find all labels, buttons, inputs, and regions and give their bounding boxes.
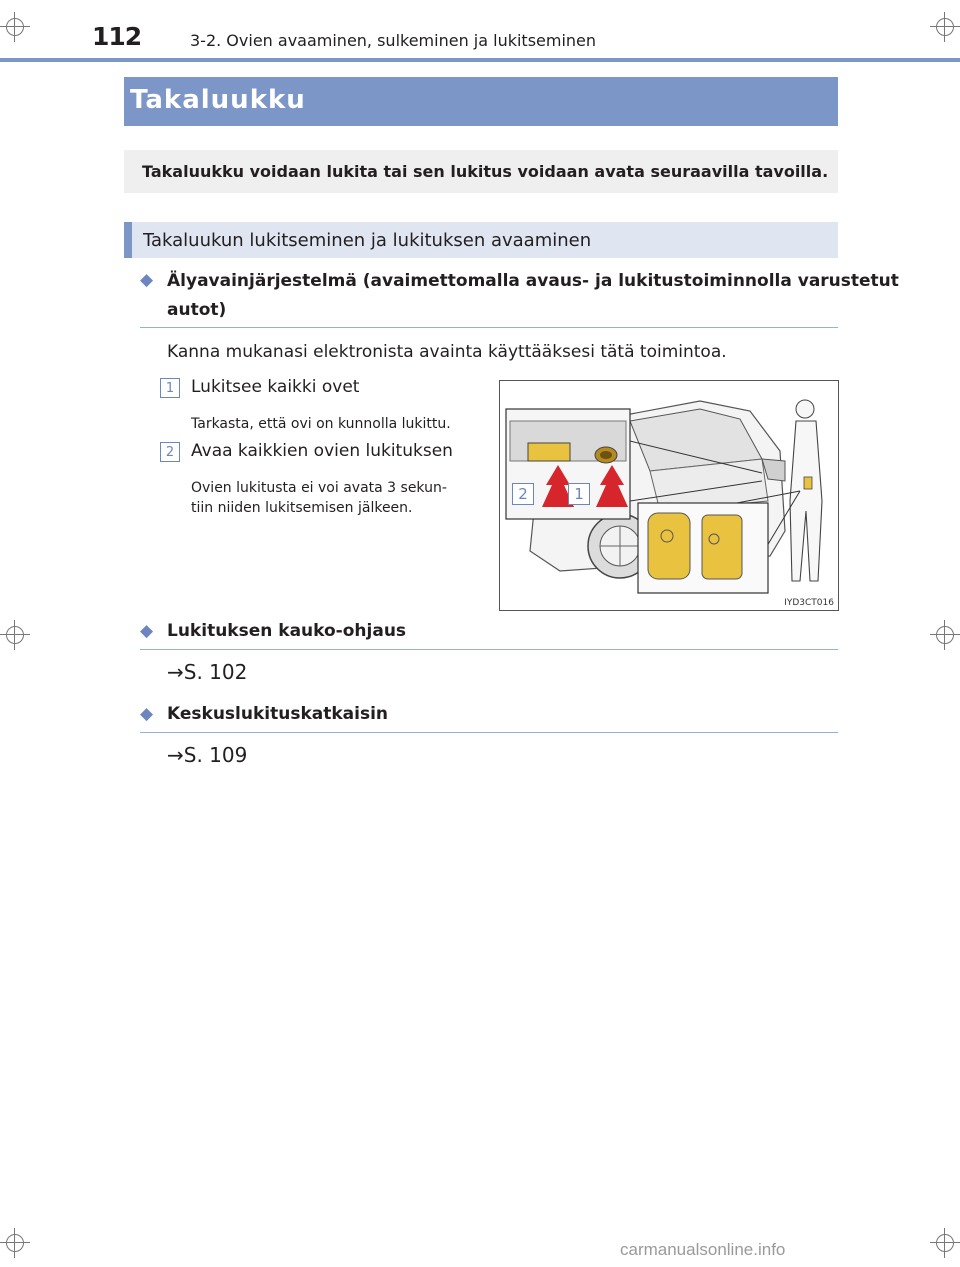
arrow-icon: → — [167, 743, 184, 767]
registration-mark — [930, 1228, 960, 1258]
heading-rule — [140, 327, 838, 328]
registration-mark — [0, 12, 30, 42]
callout-number-2: 2 — [512, 483, 534, 505]
step-1-note: Tarkasta, että ovi on kunnolla lukittu. — [191, 416, 451, 432]
tailgate-illustration — [499, 380, 839, 611]
subsection-accent — [124, 222, 132, 258]
arrow-icon: → — [167, 660, 184, 684]
central-page-link[interactable] — [167, 743, 247, 767]
subsection-title: Takaluukun lukitseminen ja lukituksen avaaminen — [143, 230, 592, 251]
page-number: 112 — [92, 22, 142, 51]
remote-page-link[interactable] — [167, 660, 247, 684]
step-2-label: Avaa kaikkien ovien lukituksen — [191, 441, 453, 461]
step-2-note-line2: tiin niiden lukitsemisen jälkeen. — [191, 500, 413, 516]
heading-rule — [140, 732, 838, 733]
remote-page-ref: S. 102 — [183, 660, 248, 684]
registration-mark — [0, 1228, 30, 1258]
heading-rule — [140, 649, 838, 650]
smart-key-heading-line2: autot) — [167, 300, 227, 320]
section-title: Takaluukku — [130, 85, 306, 115]
watermark: carmanualsonline.info — [620, 1240, 786, 1259]
smart-key-description: Kanna mukanasi elektronista avainta käyttääksesi tätä toimintoa. — [167, 342, 727, 362]
car-rear-drawing — [500, 381, 838, 610]
intro-text: Takaluukku voidaan lukita tai sen lukitus voidaan avata seuraavilla tavoilla. — [142, 162, 829, 181]
callout-number-1: 1 — [568, 483, 590, 505]
central-page-ref: S. 109 — [183, 743, 248, 767]
chapter-title: 3-2. Ovien avaaminen, sulkeminen ja lukitseminen — [190, 31, 597, 50]
header-rule — [0, 58, 960, 62]
diamond-bullet-icon: ◆ — [140, 270, 154, 290]
diamond-bullet-icon: ◆ — [140, 704, 154, 724]
diamond-bullet-icon: ◆ — [140, 621, 154, 641]
central-heading: Keskuslukituskatkaisin — [167, 704, 389, 724]
step-1-label: Lukitsee kaikki ovet — [191, 377, 360, 397]
step-number-1: 1 — [160, 378, 180, 398]
registration-mark — [930, 620, 960, 650]
smart-key-heading-line1: Älyavainjärjestelmä (avaimettomalla avaus- ja lukitustoiminnolla varustetut — [167, 271, 899, 291]
registration-mark — [930, 12, 960, 42]
step-2-note-line1: Ovien lukitusta ei voi avata 3 sekun- — [191, 480, 447, 496]
illustration-code: IYD3CT016 — [784, 598, 834, 608]
remote-heading: Lukituksen kauko-ohjaus — [167, 621, 407, 641]
registration-mark — [0, 620, 30, 650]
step-number-2: 2 — [160, 442, 180, 462]
